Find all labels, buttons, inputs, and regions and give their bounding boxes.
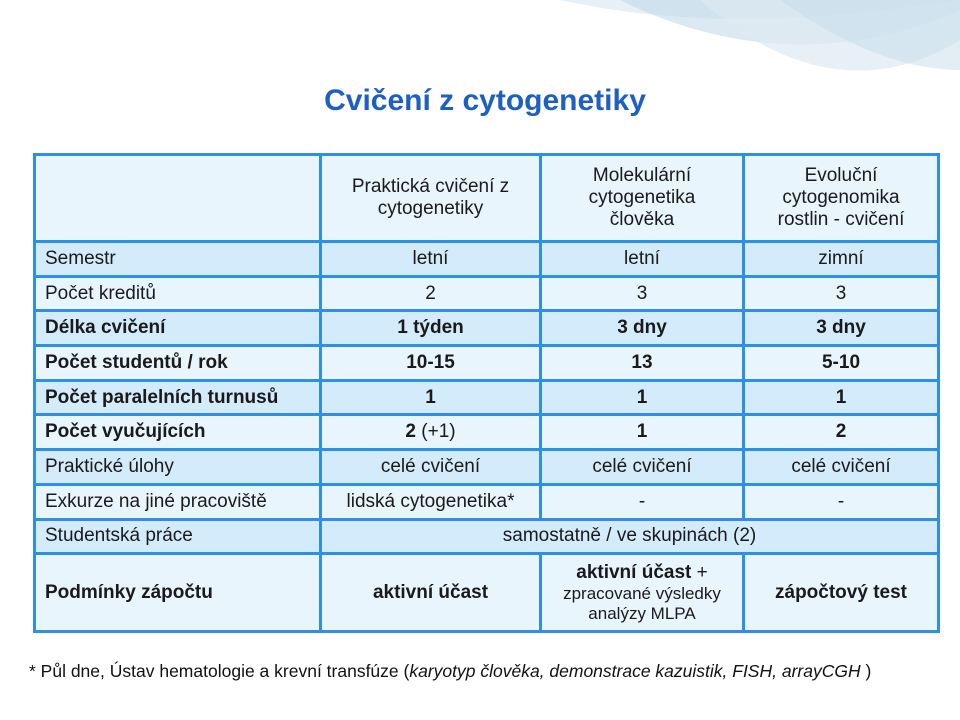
footnote-suffix: ) (860, 661, 872, 681)
cell-value-bold: 2 (405, 421, 416, 443)
row-label-pocet-turnusu: Počet paralelních turnusů (35, 380, 321, 415)
table-cell: 10-15 (321, 346, 541, 381)
footnote-italic: karyotyp člověka, demonstrace kazuistik, FISH, arrayCGH (409, 661, 861, 681)
table-row (35, 554, 939, 632)
table-cell: letní (321, 242, 541, 277)
table-cell: 2 (321, 276, 541, 311)
table-cell: celé cvičení (321, 450, 541, 485)
table-cell: 2 (744, 415, 939, 450)
table-cell: lidská cytogenetika* (321, 484, 541, 519)
table-cell: zimní (744, 242, 939, 277)
table-cell: 13 (541, 346, 744, 381)
table-cell: 1 (744, 380, 939, 415)
page-title: Cvičení z cytogenetiky (324, 84, 646, 117)
cell-value-extra: (+1) (421, 421, 456, 443)
table-cell-merged: samostatně / ve skupinách (2) (321, 519, 939, 554)
table-header-row (35, 155, 939, 242)
table-cell: 3 dny (541, 311, 744, 346)
table-row (35, 380, 939, 415)
table-row (35, 242, 939, 277)
table-row (35, 450, 939, 485)
header-corner-cell (35, 155, 321, 242)
row-label-pocet-studentu: Počet studentů / rok (35, 346, 321, 381)
table-row (35, 276, 939, 311)
table-cell: 3 (744, 276, 939, 311)
table-row (35, 519, 939, 554)
table-cell: zápočtový test (744, 554, 939, 632)
row-label-podminky-zapoctu: Podmínky zápočtu (35, 554, 321, 632)
header-molekularni-cytogenetika: Molekulární cytogenetika člověka (541, 155, 744, 242)
row-label-exkurze: Exkurze na jiné pracoviště (35, 484, 321, 519)
header-prakticka-cviceni: Praktická cvičení z cytogenetiky (321, 155, 541, 242)
cell-value-bold: aktivní účast (576, 561, 692, 583)
table-cell: - (744, 484, 939, 519)
row-label-pocet-vyucujicich: Počet vyučujících (35, 415, 321, 450)
row-label-prakticke-ulohy: Praktické úlohy (35, 450, 321, 485)
footnote (29, 661, 959, 682)
cell-value-plus: + (696, 561, 708, 583)
table-cell: 3 dny (744, 311, 939, 346)
table-cell: - (541, 484, 744, 519)
table-cell: 1 týden (321, 311, 541, 346)
table-cell: celé cvičení (541, 450, 744, 485)
row-label-delka-cviceni: Délka cvičení (35, 311, 321, 346)
table-cell: celé cvičení (744, 450, 939, 485)
comparison-table (33, 153, 940, 633)
table-cell: aktivní účast (321, 554, 541, 632)
table-cell: 1 (541, 415, 744, 450)
table-cell (541, 554, 744, 632)
table-cell: 5-10 (744, 346, 939, 381)
table-cell: 1 (321, 380, 541, 415)
table-row (35, 311, 939, 346)
table-cell: 1 (541, 380, 744, 415)
table-cell (321, 415, 541, 450)
cell-value-detail: zpracované výsledky analýzy MLPA (563, 583, 721, 623)
row-label-studentska-prace: Studentská práce (35, 519, 321, 554)
table-cell: 3 (541, 276, 744, 311)
row-label-pocet-kreditu: Počet kreditů (35, 276, 321, 311)
row-label-semestr: Semestr (35, 242, 321, 277)
header-evolucni-cytogenomika: Evoluční cytogenomika rostlin - cvičení (744, 155, 939, 242)
table-row (35, 484, 939, 519)
table-cell: letní (541, 242, 744, 277)
table-row (35, 415, 939, 450)
footnote-prefix: * Půl dne, Ústav hematologie a krevní transfúze ( (29, 661, 410, 681)
table-row (35, 346, 939, 381)
